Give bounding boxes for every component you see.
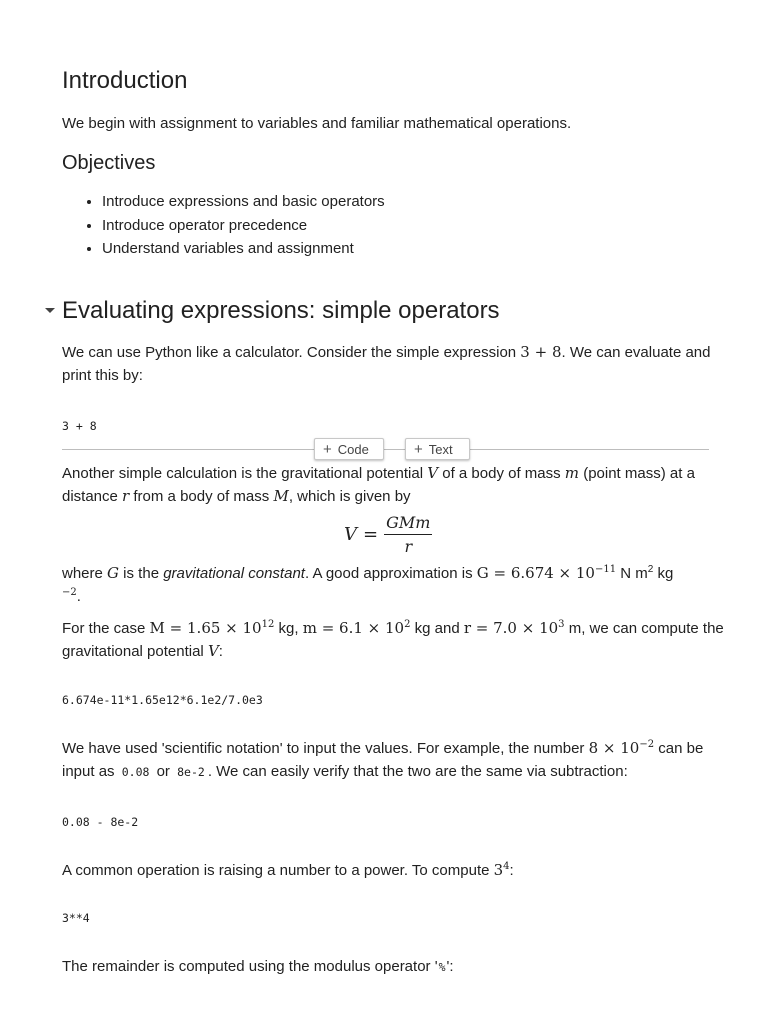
inline-code: 8e-2 bbox=[177, 765, 205, 779]
add-code-button[interactable] bbox=[314, 438, 384, 460]
paragraph bbox=[62, 341, 724, 387]
exponent: −11 bbox=[594, 564, 617, 575]
text: We can use Python like a calculator. Consider the simple expression bbox=[62, 344, 521, 361]
text: The remainder is computed using the modulus operator ' bbox=[62, 958, 438, 975]
add-text-button[interactable] bbox=[405, 438, 470, 460]
text: . We can evaluate and print this by: bbox=[62, 344, 711, 384]
math: r = 7.0 × 10 bbox=[463, 619, 559, 637]
math: m = 6.1 × 10 bbox=[302, 619, 405, 637]
math: G = 6.674 × 10 bbox=[476, 564, 595, 582]
paragraph bbox=[62, 859, 724, 882]
paragraph bbox=[62, 562, 724, 608]
list-item: • Introduce expressions and basic operators bbox=[102, 190, 385, 214]
math: 3 + 8 bbox=[520, 343, 562, 361]
text: m, we can compute the gravitational potential bbox=[62, 620, 724, 660]
plus-icon: + bbox=[323, 440, 332, 458]
fraction bbox=[384, 513, 432, 556]
exponent: 12 bbox=[261, 619, 275, 630]
text: . bbox=[76, 588, 81, 605]
text: is the bbox=[119, 565, 164, 582]
list-item: • Understand variables and assignment bbox=[102, 237, 385, 261]
text: kg bbox=[653, 565, 674, 582]
numerator: GMm bbox=[384, 513, 432, 535]
text: where bbox=[62, 565, 108, 582]
cell-divider bbox=[62, 449, 709, 450]
objectives-heading: Objectives bbox=[62, 152, 156, 174]
math: m bbox=[564, 464, 580, 482]
text: . A good approximation is bbox=[304, 565, 477, 582]
exponent: 2 bbox=[404, 619, 411, 630]
text: A common operation is raising a number to a power. To compute bbox=[62, 862, 494, 879]
caret-down-icon[interactable] bbox=[38, 299, 62, 323]
paragraph bbox=[62, 737, 724, 784]
text: kg, bbox=[274, 620, 303, 637]
math: V bbox=[427, 464, 439, 482]
text: : bbox=[509, 862, 514, 879]
text: kg and bbox=[410, 620, 464, 637]
formula-lhs: V bbox=[344, 524, 357, 545]
math: r bbox=[122, 487, 130, 505]
text: from a body of mass bbox=[129, 488, 274, 505]
paragraph bbox=[62, 462, 724, 508]
math: M bbox=[273, 487, 289, 505]
inline-code: 0.08 bbox=[121, 765, 150, 779]
denominator: r bbox=[404, 537, 413, 556]
text: . We can easily verify that the two are the same via subtraction: bbox=[207, 763, 628, 780]
code-cell[interactable]: 6.674e-11*1.65e12*6.1e2/7.0e3 bbox=[62, 693, 263, 707]
list-item: • Introduce operator precedence bbox=[102, 214, 385, 238]
section-header bbox=[38, 296, 500, 326]
add-code-label: Code bbox=[337, 441, 369, 457]
math: M = 1.65 × 10 bbox=[149, 619, 262, 637]
exponent: 2 bbox=[647, 564, 654, 575]
math: V bbox=[207, 642, 219, 660]
text: For the case bbox=[62, 620, 150, 637]
text: (point mass) at a distance bbox=[62, 465, 695, 505]
plus-icon: + bbox=[414, 440, 423, 458]
text: N m bbox=[616, 565, 648, 582]
math: 3 bbox=[493, 861, 504, 879]
intro-text: We begin with assignment to variables and familiar mathematical operations. bbox=[62, 115, 572, 132]
text: of a body of mass bbox=[438, 465, 565, 482]
text: or bbox=[152, 763, 175, 780]
exponent: 4 bbox=[503, 861, 510, 872]
formula-eq: = bbox=[363, 524, 379, 545]
code-cell[interactable]: 0.08 - 8e-2 bbox=[62, 815, 139, 829]
paragraph bbox=[62, 955, 724, 979]
exponent: −2 bbox=[639, 739, 655, 750]
section-heading: Evaluating expressions: simple operators bbox=[62, 297, 500, 324]
math: G bbox=[107, 564, 120, 582]
code-cell[interactable]: 3**4 bbox=[62, 911, 90, 925]
code-cell[interactable]: 3 + 8 bbox=[62, 419, 97, 433]
text: ': bbox=[446, 958, 454, 975]
text: , which is given by bbox=[288, 488, 411, 505]
text: can be input as bbox=[62, 740, 704, 780]
paragraph bbox=[62, 617, 724, 663]
inline-code: % bbox=[438, 960, 446, 974]
emphasis: gravitational constant bbox=[163, 565, 305, 582]
add-text-label: Text bbox=[428, 441, 453, 457]
text: : bbox=[218, 643, 223, 660]
intro-heading: Introduction bbox=[62, 67, 188, 94]
objectives-list bbox=[62, 190, 385, 261]
formula bbox=[344, 513, 432, 556]
exponent: 3 bbox=[558, 619, 565, 630]
exponent: −2 bbox=[62, 587, 77, 598]
text: Another simple calculation is the gravitational potential bbox=[62, 465, 428, 482]
math: 8 × 10 bbox=[588, 739, 640, 757]
text: We have used 'scientific notation' to input the values. For example, the number bbox=[62, 740, 589, 757]
